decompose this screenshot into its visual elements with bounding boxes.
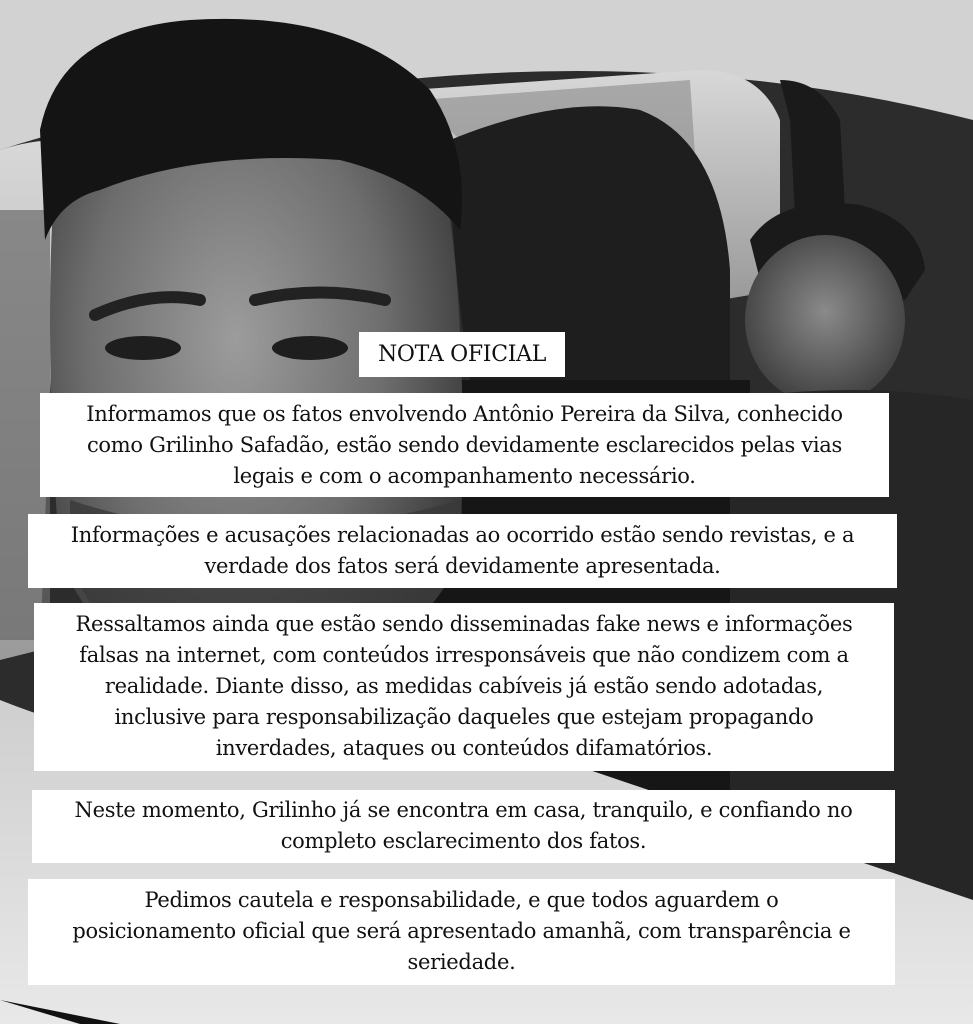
statement-paragraph-2: Informações e acusações relacionadas ao ocorrido estão sendo revistas, e a verdade dos fatos será devidamente apresentada. — [28, 514, 897, 588]
statement-title: NOTA OFICIAL — [359, 332, 565, 377]
second-person-face — [745, 235, 905, 405]
main-person-left-eye — [105, 336, 181, 360]
statement-paragraph-5: Pedimos cautela e responsabilidade, e que todos aguardem o posicionamento oficial que será apresentado amanhã, com transparência e seriedade. — [28, 879, 895, 985]
statement-paragraph-4: Neste momento, Grilinho já se encontra em casa, tranquilo, e confiando no completo esclarecimento dos fatos. — [32, 790, 895, 863]
statement-paragraph-1: Informamos que os fatos envolvendo Antônio Pereira da Silva, conhecido como Grilinho Safadão, estão sendo devidamente esclarecidos pelas vias legais e com o acompanhamento necessário. — [40, 393, 889, 497]
main-person-right-eye — [272, 336, 348, 360]
statement-paragraph-3: Ressaltamos ainda que estão sendo disseminadas fake news e informações falsas na internet, com conteúdos irresponsáveis que não condizem com a realidade. Diante disso, as medidas cabíveis já estão sendo adotadas, inclusive para responsabilização daqueles que estejam propagando inverdades, ataques ou conteúdos difamatórios. — [34, 603, 894, 771]
